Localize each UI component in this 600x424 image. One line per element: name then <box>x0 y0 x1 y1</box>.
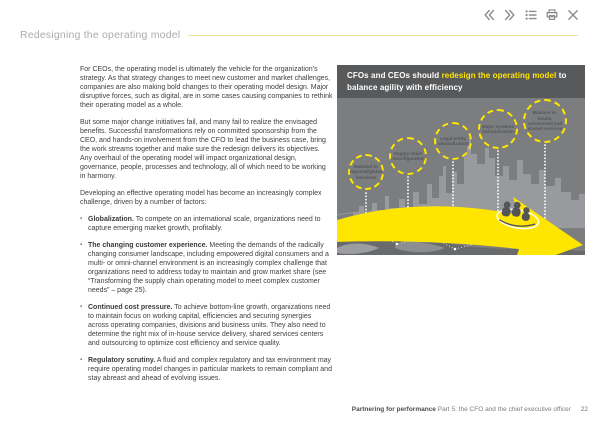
title-row <box>20 29 578 41</box>
page-footer <box>352 406 588 413</box>
bubble-label: Balance in-house, outsourced and shared services <box>527 110 563 132</box>
bubble-label: Legal entity rationalization <box>437 135 469 146</box>
close-icon[interactable] <box>567 9 579 21</box>
bubble-national-to-regional <box>348 154 384 190</box>
bubble-legal-entity <box>434 122 472 160</box>
paragraph: For CEOs, the operating model is ultimately the vehicle for the organization’s strategy. As that strategy changes to meet new customer and market challenges, companies are also making bold changes to their operating model design. Major disruptive forces, such as digital, are in some cases causing companies to rethink their operating model as a whole. <box>80 66 333 109</box>
next-page-icon[interactable] <box>504 9 516 21</box>
bubble-balance-services <box>523 99 567 143</box>
viewer-toolbar <box>483 9 579 21</box>
infographic-canvas <box>337 98 585 255</box>
list-item <box>80 215 333 233</box>
list-item <box>80 303 333 348</box>
bullet-label: Regulatory scrutiny. <box>88 357 156 364</box>
infographic-title-highlight: redesign the operating model <box>441 71 557 80</box>
page-title: Redesigning the operating model <box>20 29 181 41</box>
bubble-supply-chain <box>389 137 427 175</box>
bullet-text: Meeting the demands of the radically changing consumer landscape, including empowered digital consumers and a multi- or omni-channel environment is an increasingly complex challenge that organizations need to address today to maintain and grow market share (see “Transforming the supply chain operating model to meet complex customer needs” – page 25). <box>88 242 329 294</box>
bubble-major-systems <box>478 109 518 149</box>
bubble-label: Supply chain reconfiguration <box>391 150 425 161</box>
bullet-text: A fluid and complex regulatory and tax environment may require operating model changes in particular markets to remain compliant and stay abreast and ahead of evolving issues. <box>88 357 332 382</box>
bubble-label: National to regional/global functions <box>349 163 383 180</box>
article-body <box>80 65 333 391</box>
infographic-panel <box>337 65 585 255</box>
bullet-text: To achieve bottom-line growth, organizations need to maintain focus on working capital, efficiencies and securing synergies across operating companies, divisions and business units. They also need to determine the right mix of in-house service delivery, shared services centers and outsourcing to optimize cost efficiency and service quality. <box>88 304 331 347</box>
paragraph: Developing an effective operating model has become an increasingly complex challenge, driven by a number of factors: <box>80 190 322 206</box>
infographic-title-prefix: CFOs and CEOs should <box>347 71 440 80</box>
bullet-label: Globalization. <box>88 216 134 223</box>
list-item <box>80 241 333 295</box>
factor-list <box>80 215 333 383</box>
footer-section-title: Part 5: the CFO and the chief executive officer <box>437 406 571 413</box>
footer-report-title: Partnering for performance <box>351 406 436 413</box>
infographic-title <box>337 65 585 98</box>
contents-list-icon[interactable] <box>525 9 537 21</box>
bullet-label: Continued cost pressure. <box>88 304 173 311</box>
print-icon[interactable] <box>546 9 558 21</box>
title-rule <box>188 35 578 36</box>
bullet-text: To compete on an international scale, organizations need to capture emerging market growth, profitably. <box>88 216 321 232</box>
prev-page-icon[interactable] <box>483 9 495 21</box>
bubble-label: Major systems harmonization <box>482 123 514 134</box>
footer-page-number: 22 <box>580 406 588 413</box>
bullet-label: The changing customer experience. <box>88 242 208 249</box>
infographic-title-suffix: to balance agility with efficiency <box>347 71 567 92</box>
paragraph: But some major change initiatives fail, and many fail to realize the envisaged benefits. Successful transformations rely on committed sponsorship from the CEO, and hands-on involvement from the CFO to lead the business case, bring the work streams together and make sure the redesign delivers its objectives. Any overhaul of the operating model will impact organizational design, governance, people, processes and technology, all of which need to be working in harmony. <box>80 119 326 180</box>
list-item <box>80 356 333 383</box>
